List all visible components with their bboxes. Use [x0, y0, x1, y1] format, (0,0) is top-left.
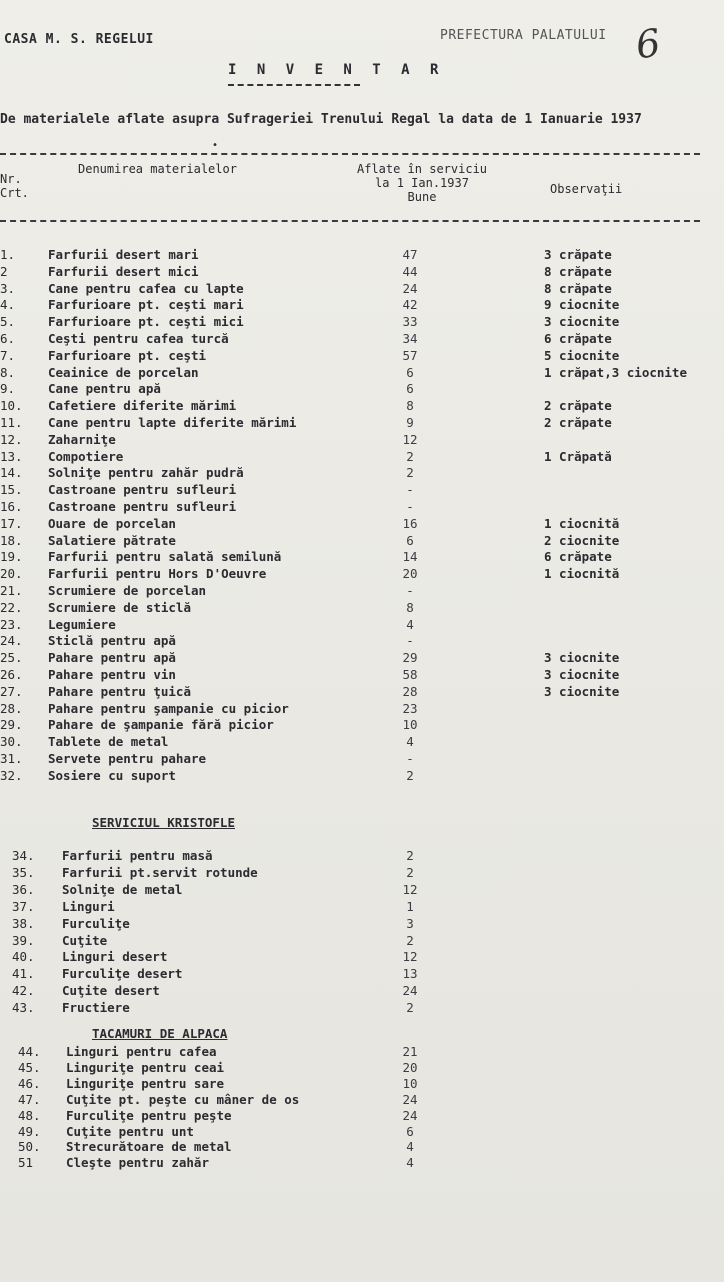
header-right: PREFECTURA PALATULUI: [440, 28, 607, 43]
row-number: 27.: [0, 683, 23, 699]
row-number: 47.: [18, 1091, 41, 1107]
item-name: Cleşte pentru zahăr: [66, 1155, 209, 1171]
item-name: Farfurii pt.servit rotunde: [62, 864, 258, 880]
row-number: 10.: [0, 398, 23, 414]
item-quantity: 2: [406, 848, 414, 863]
row-number: 37.: [12, 898, 35, 914]
row-number: 51: [18, 1155, 34, 1171]
item-name: Compotiere: [48, 448, 124, 464]
row-number: 7.: [0, 347, 16, 363]
row-number: 21.: [0, 583, 23, 598]
item-name: Farfurioare pt. ceşti mici: [48, 314, 244, 330]
row-number: 26.: [0, 667, 23, 682]
item-quantity: 8: [406, 599, 414, 615]
item-quantity: 2: [406, 465, 414, 481]
item-name: Farfurii pentru salată semilună: [48, 549, 282, 565]
row-number: 28.: [0, 700, 23, 716]
item-name: Furculiţe: [62, 915, 130, 931]
row-number: 41.: [12, 966, 35, 982]
item-name: Servete pentru pahare: [48, 751, 207, 766]
item-quantity: -: [406, 633, 414, 649]
document-title: I N V E N T A R: [228, 62, 445, 78]
item-name: Salatiere pătrate: [48, 532, 176, 548]
row-number: 29.: [0, 717, 23, 733]
table-header-rule: [0, 220, 700, 222]
item-name: Scrumiere de porcelan: [48, 583, 207, 598]
row-number: 25.: [0, 650, 23, 666]
item-quantity: 24: [402, 1107, 418, 1123]
section-title-alpaca: TACAMURI DE ALPACA: [92, 1026, 228, 1041]
table-top-rule: [0, 153, 700, 155]
item-name: Farfurioare pt. ceşti: [48, 347, 207, 363]
item-quantity: 21: [402, 1044, 418, 1059]
item-quantity: 4: [406, 1155, 414, 1171]
row-number: 40.: [12, 949, 35, 965]
col-header-aflate-line2: la 1 Ian.1937: [375, 176, 469, 190]
col-header-denumirea: Denumirea materialelor: [78, 162, 237, 176]
item-name: Linguri desert: [62, 949, 168, 965]
row-number: 5.: [0, 314, 16, 330]
item-name: Solniţe pentru zahăr pudră: [48, 465, 244, 481]
item-quantity: 10: [402, 717, 418, 733]
col-header-nr: [0, 172, 29, 200]
col-header-aflate-line1: Aflate în serviciu: [356, 162, 488, 176]
item-quantity: -: [406, 583, 414, 598]
item-quantity: 4: [406, 616, 414, 632]
row-number: 46.: [18, 1075, 41, 1091]
col-header-nr-line1: Nr.: [0, 172, 22, 186]
row-number: 17.: [0, 515, 23, 531]
item-name: Farfurii desert mari: [48, 247, 199, 262]
row-number: 18.: [0, 532, 23, 548]
item-quantity: 2: [406, 448, 414, 464]
stray-mark: •: [212, 140, 219, 151]
item-name: Farfurii pentru Hors D'Oeuvre: [48, 566, 267, 582]
row-number: 48.: [18, 1107, 41, 1123]
item-quantity: 1: [406, 898, 414, 914]
item-observation: 3 ciocnite: [544, 683, 620, 699]
item-name: Ceainice de porcelan: [48, 364, 199, 380]
item-observation: 1 ciocnită: [544, 515, 620, 531]
item-observation: 1 Crăpată: [544, 448, 612, 464]
item-name: Tablete de metal: [48, 734, 169, 750]
item-quantity: 24: [402, 280, 418, 296]
item-quantity: 6: [406, 1123, 414, 1139]
item-name: Cuţite pt. peşte cu mâner de os: [66, 1091, 300, 1107]
row-number: 13.: [0, 448, 23, 464]
item-observation: 3 ciocnite: [544, 650, 620, 666]
item-observation: 5 ciocnite: [544, 347, 620, 363]
item-quantity: 6: [406, 364, 414, 380]
row-number: 8.: [0, 364, 16, 380]
item-observation: 6 crăpate: [544, 331, 612, 346]
item-quantity: 16: [402, 515, 418, 531]
document-subtitle: De materialele aflate asupra Sufrageriei Trenului Regal la data de 1 Ianuarie 1937: [0, 112, 642, 127]
item-quantity: 20: [402, 1059, 418, 1075]
item-name: Furculiţe desert: [62, 966, 183, 982]
row-number: 15.: [0, 482, 23, 498]
item-quantity: 23: [402, 700, 418, 716]
row-number: 11.: [0, 415, 23, 430]
item-quantity: 10: [402, 1075, 418, 1091]
item-name: Fructiere: [62, 1000, 130, 1016]
row-number: 23.: [0, 616, 23, 632]
item-quantity: 20: [402, 566, 418, 582]
item-observation: 3 crăpate: [544, 247, 612, 262]
item-name: Pahare de şampanie fără picior: [48, 717, 274, 733]
item-observation: 8 crăpate: [544, 263, 612, 279]
item-quantity: 13: [402, 966, 418, 982]
item-name: Sosiere cu suport: [48, 767, 176, 783]
row-number: 34.: [12, 848, 35, 863]
row-number: 36.: [12, 881, 35, 897]
header-left: CASA M. S. REGELUI: [4, 32, 154, 47]
col-header-aflate: [342, 162, 502, 204]
row-number: 20.: [0, 566, 23, 582]
item-observation: 1 crăpat,3 ciocnite: [544, 364, 687, 380]
item-name: Sticlă pentru apă: [48, 633, 176, 649]
item-name: Zaharniţe: [48, 431, 116, 447]
item-quantity: 4: [406, 734, 414, 750]
item-quantity: 6: [406, 532, 414, 548]
item-quantity: 12: [402, 881, 418, 897]
item-name: Cuţite: [62, 932, 108, 948]
item-quantity: 2: [406, 1000, 414, 1016]
row-number: 22.: [0, 599, 23, 615]
item-name: Castroane pentru sufleuri: [48, 499, 237, 514]
row-number: 38.: [12, 915, 35, 931]
row-number: 45.: [18, 1059, 41, 1075]
item-quantity: 9: [406, 415, 414, 430]
item-quantity: 34: [402, 331, 418, 346]
item-name: Linguriţe pentru ceai: [66, 1059, 225, 1075]
item-quantity: 58: [402, 667, 418, 682]
item-name: Linguri pentru cafea: [66, 1044, 217, 1059]
item-name: Ceşti pentru cafea turcă: [48, 331, 229, 346]
item-name: Cuţite pentru unt: [66, 1123, 194, 1139]
item-quantity: 3: [406, 915, 414, 931]
item-name: Cuţite desert: [62, 983, 160, 999]
row-number: 14.: [0, 465, 23, 481]
item-quantity: 14: [402, 549, 418, 565]
row-number: 35.: [12, 864, 35, 880]
item-name: Solniţe de metal: [62, 881, 183, 897]
item-name: Farfurii desert mici: [48, 263, 199, 279]
row-number: 39.: [12, 932, 35, 948]
row-number: 16.: [0, 499, 23, 514]
row-number: 24.: [0, 633, 23, 649]
item-quantity: 44: [402, 263, 418, 279]
item-name: Pahare pentru vin: [48, 667, 176, 682]
item-quantity: 4: [406, 1139, 414, 1155]
item-name: Cane pentru cafea cu lapte: [48, 280, 244, 296]
item-observation: 1 ciocnită: [544, 566, 620, 582]
row-number: 19.: [0, 549, 23, 565]
item-quantity: 12: [402, 949, 418, 965]
item-name: Cane pentru lapte diferite mărimi: [48, 415, 297, 430]
row-number: 49.: [18, 1123, 41, 1139]
item-quantity: 12: [402, 431, 418, 447]
row-number: 50.: [18, 1139, 41, 1155]
item-observation: 3 ciocnite: [544, 314, 620, 330]
item-name: Castroane pentru sufleuri: [48, 482, 237, 498]
item-name: Strecurătoare de metal: [66, 1139, 232, 1155]
item-name: Linguri: [62, 898, 115, 914]
item-quantity: -: [406, 482, 414, 498]
row-number: 31.: [0, 751, 23, 766]
item-quantity: 2: [406, 767, 414, 783]
item-name: Cane pentru apă: [48, 381, 161, 397]
item-quantity: 8: [406, 398, 414, 414]
item-name: Pahare pentru şampanie cu picior: [48, 700, 289, 716]
row-number: 6.: [0, 331, 16, 346]
item-quantity: -: [406, 499, 414, 514]
item-quantity: 28: [402, 683, 418, 699]
item-name: Farfurii pentru masă: [62, 848, 213, 863]
item-observation: 9 ciocnite: [544, 297, 620, 313]
row-number: 30.: [0, 734, 23, 750]
item-name: Linguriţe pentru sare: [66, 1075, 225, 1091]
row-number: 44.: [18, 1044, 41, 1059]
row-number: 12.: [0, 431, 23, 447]
item-name: Scrumiere de sticlă: [48, 599, 191, 615]
title-underline: [228, 84, 360, 86]
item-quantity: 42: [402, 297, 418, 313]
row-number: 4.: [0, 297, 16, 313]
row-number: 1.: [0, 247, 16, 262]
item-observation: 6 crăpate: [544, 549, 612, 565]
item-observation: 8 crăpate: [544, 280, 612, 296]
row-number: 2: [0, 263, 8, 279]
item-quantity: 29: [402, 650, 418, 666]
col-header-nr-line2: Crt.: [0, 186, 29, 200]
item-quantity: 2: [406, 932, 414, 948]
row-number: 9.: [0, 381, 16, 397]
item-name: Furculiţe pentru peşte: [66, 1107, 232, 1123]
row-number: 43.: [12, 1000, 35, 1016]
item-name: Pahare pentru ţuică: [48, 683, 191, 699]
row-number: 32.: [0, 767, 23, 783]
col-header-observatii: Observaţii: [550, 182, 623, 196]
item-quantity: -: [406, 751, 414, 766]
item-quantity: 33: [402, 314, 418, 330]
item-quantity: 6: [406, 381, 414, 397]
section-title-kristofle: SERVICIUL KRISTOFLE: [92, 815, 235, 830]
col-header-aflate-line3: Bune: [407, 190, 437, 204]
row-number: 42.: [12, 983, 35, 999]
item-observation: 2 crăpate: [544, 398, 612, 414]
item-quantity: 47: [402, 247, 418, 262]
item-quantity: 2: [406, 864, 414, 880]
item-observation: 2 ciocnite: [544, 532, 620, 548]
item-quantity: 24: [402, 1091, 418, 1107]
handwritten-page-number: 6: [633, 20, 664, 68]
item-quantity: 57: [402, 347, 418, 363]
item-name: Farfurioare pt. ceşti mari: [48, 297, 244, 313]
item-observation: 2 crăpate: [544, 415, 612, 430]
item-name: Ouare de porcelan: [48, 515, 176, 531]
item-name: Legumiere: [48, 616, 116, 632]
item-observation: 3 ciocnite: [544, 667, 620, 682]
item-quantity: 24: [402, 983, 418, 999]
item-name: Pahare pentru apă: [48, 650, 176, 666]
item-name: Cafetiere diferite mărimi: [48, 398, 237, 414]
row-number: 3.: [0, 280, 16, 296]
